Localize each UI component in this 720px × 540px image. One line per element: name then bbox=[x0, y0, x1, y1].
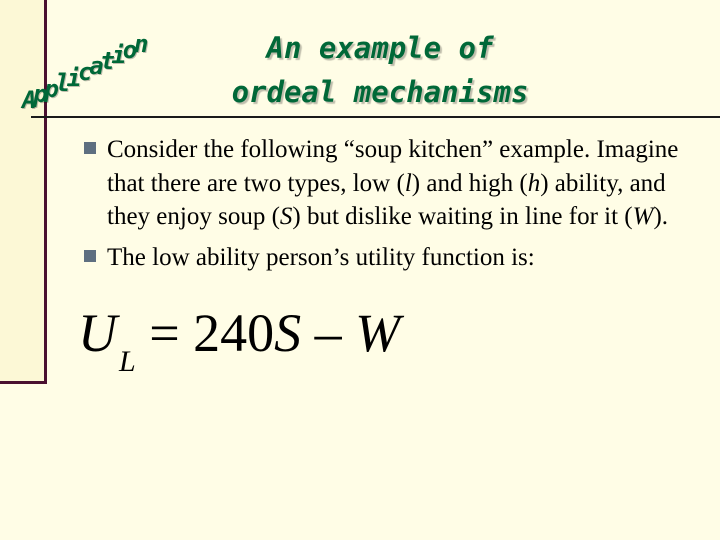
text-run: ) and high ( bbox=[411, 169, 528, 197]
section-word-letter: A bbox=[22, 86, 37, 114]
text-run: ) ability, and they enjoy soup ( bbox=[107, 169, 666, 230]
formula-var-s: S bbox=[274, 303, 302, 363]
section-word-letter: o bbox=[122, 35, 138, 64]
section-word-letter: i bbox=[111, 41, 127, 70]
section-word-letter: c bbox=[78, 58, 93, 86]
italic-symbol: l bbox=[404, 169, 412, 197]
italic-symbol: S bbox=[279, 203, 293, 230]
slide-title-line-2: ordeal mechanisms bbox=[231, 75, 529, 109]
formula-subscript: L bbox=[119, 345, 136, 378]
section-word-letter: p bbox=[33, 80, 48, 109]
italic-symbol: W bbox=[632, 203, 654, 230]
section-word-letter: a bbox=[89, 52, 104, 81]
bullet-text-2 bbox=[107, 244, 535, 271]
bullet-item-2 bbox=[84, 241, 684, 275]
utility-formula bbox=[78, 302, 401, 378]
text-run: The low ability person’s utility function is: bbox=[107, 243, 535, 271]
formula-equals: = bbox=[135, 303, 194, 363]
slide-title-line-1: An example of bbox=[266, 31, 494, 65]
square-bullet-icon bbox=[84, 142, 96, 154]
square-bullet-icon bbox=[84, 250, 96, 262]
section-word-application bbox=[22, 22, 149, 114]
formula-lhs: U bbox=[78, 303, 117, 363]
text-run: ) but dislike waiting in line for it ( bbox=[292, 203, 633, 230]
slide-title bbox=[180, 26, 580, 114]
formula-var-w: W bbox=[355, 303, 401, 363]
bullet-item-1 bbox=[84, 133, 684, 234]
section-word-letter: l bbox=[55, 69, 71, 98]
bullet-text-1 bbox=[107, 136, 678, 230]
section-word-letter: n bbox=[134, 30, 149, 58]
formula-coefficient: 240 bbox=[193, 303, 275, 363]
header-divider bbox=[31, 116, 720, 118]
section-word-letter: i bbox=[66, 63, 82, 92]
slide-body bbox=[84, 133, 684, 274]
text-run: Consider the following “soup kitchen” example. Imagine that there are two types, low ( bbox=[107, 136, 679, 197]
formula-minus: – bbox=[301, 303, 356, 363]
italic-symbol: h bbox=[527, 169, 541, 197]
left-accent-bar-foot bbox=[0, 381, 47, 384]
section-word-letter: p bbox=[44, 74, 59, 103]
text-run: ). bbox=[653, 203, 669, 230]
section-word-letter: t bbox=[100, 46, 115, 75]
